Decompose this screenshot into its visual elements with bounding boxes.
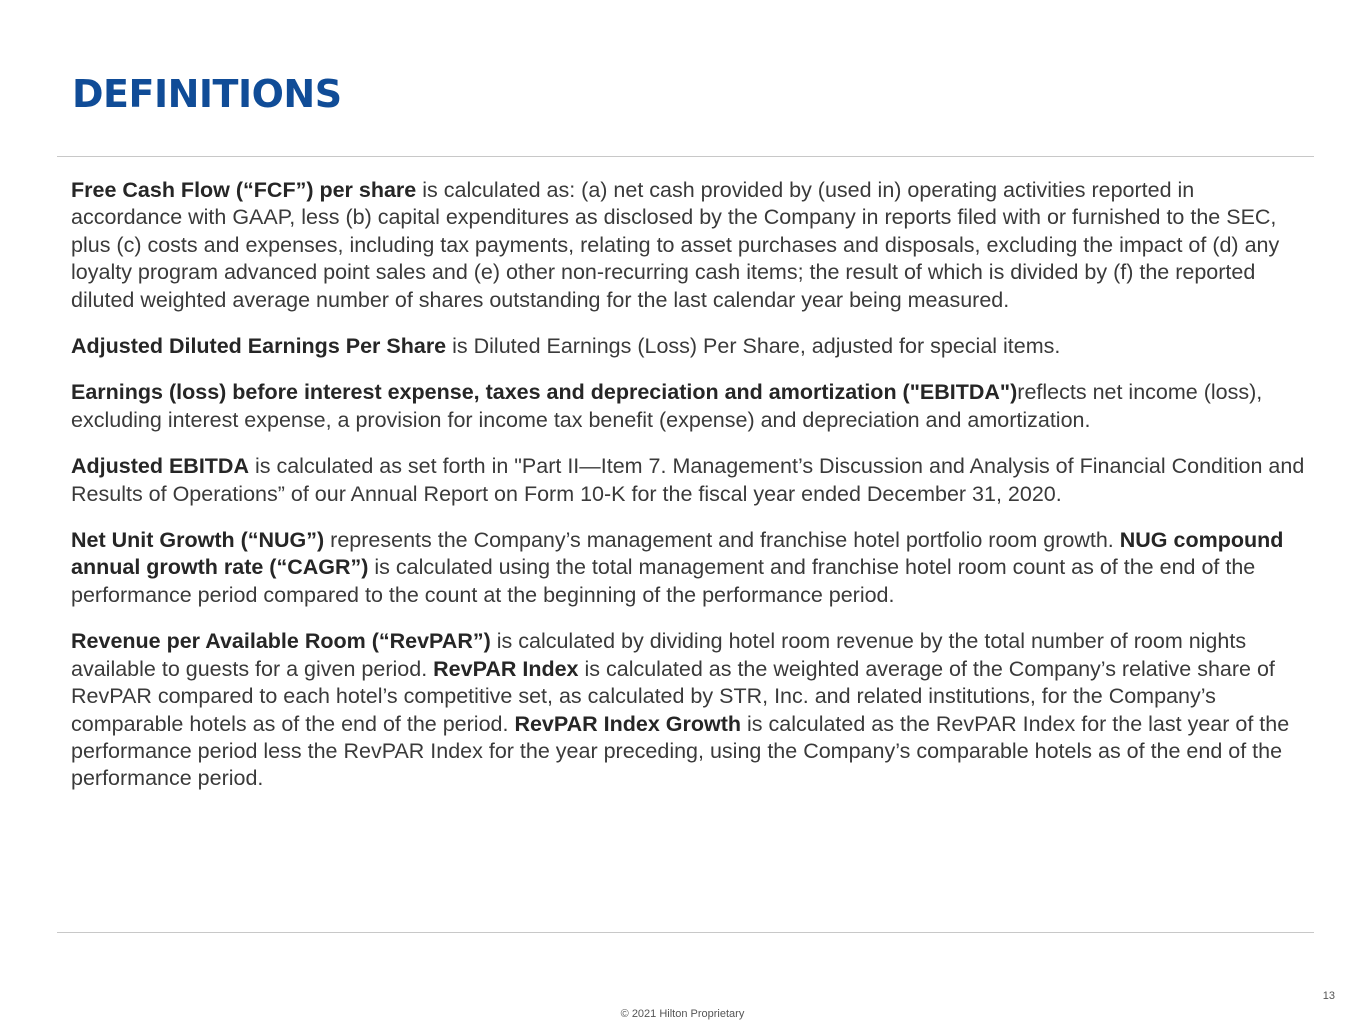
text-adjusted-ebitda: is calculated as set forth in "Part II—Item 7. Management’s Discussion and Analysis of Financial Condition and Results of Operations” of our Annual Report on Form 10-K for the fiscal year ended December 31, 2020. xyxy=(71,454,1305,506)
definition-adjusted-eps xyxy=(71,333,1311,360)
definition-nug xyxy=(71,527,1311,609)
term-revpar: Revenue per Available Room (“RevPAR”) xyxy=(71,629,491,654)
term-ebitda: Earnings (loss) before interest expense, taxes and depreciation and amortization ("EBITDA") xyxy=(71,380,1018,405)
term-adjusted-eps: Adjusted Diluted Earnings Per Share xyxy=(71,334,447,359)
definition-ebitda xyxy=(71,379,1311,434)
page-title: DEFINITIONS xyxy=(72,72,342,116)
text-adjusted-eps: is Diluted Earnings (Loss) Per Share, adjusted for special items. xyxy=(446,334,1061,359)
top-divider xyxy=(57,156,1314,157)
definition-adjusted-ebitda xyxy=(71,453,1311,508)
term-revpar-index: RevPAR Index xyxy=(433,656,579,681)
text-nug: represents the Company’s management and franchise hotel portfolio room growth. xyxy=(324,528,1120,553)
definition-fcf xyxy=(71,177,1311,314)
text-revpar-index: is calculated as the weighted average of the Company’s relative share of RevPAR compared to each hotel’s competitive set, as calculated by STR, Inc. and related institutions, for the Company’s comparable hotels as of the end of the period. xyxy=(71,656,1275,736)
text-fcf: is calculated as: (a) net cash provided by (used in) operating activities reported in accordance with GAAP, less (b) capital expenditures as disclosed by the Company in reports filed with or furnished to the SEC, plus (c) costs and expenses, including tax payments, relating to asset purchases and disposals, excluding the impact of (d) any loyalty program advanced point sales and (e) other non-recurring cash items; the result of which is divided by (f) the reported diluted weighted average number of shares outstanding for the last calendar year being measured. xyxy=(71,178,1280,312)
term-revpar-index-growth: RevPAR Index Growth xyxy=(514,711,742,736)
term-adjusted-ebitda: Adjusted EBITDA xyxy=(71,454,249,479)
page-number: 13 xyxy=(1322,990,1335,1002)
text-revpar-index-growth: is calculated as the RevPAR Index for the last year of the performance period less the RevPAR Index for the year preceding, using the Company’s comparable hotels as of the end of the performance period. xyxy=(71,711,1290,791)
term-nug: Net Unit Growth (“NUG”) xyxy=(71,528,325,553)
bottom-divider xyxy=(57,932,1314,933)
text-revpar: is calculated by dividing hotel room revenue by the total number of room nights available to guests for a given period. xyxy=(71,629,1247,681)
term-fcf: Free Cash Flow (“FCF”) per share xyxy=(71,178,417,202)
definitions-list xyxy=(71,177,1311,812)
term-nug-cagr: NUG compound annual growth rate (“CAGR”) xyxy=(71,528,1284,580)
copyright-footer: © 2021 Hilton Proprietary xyxy=(620,1008,745,1020)
text-ebitda: reflects net income (loss), excluding interest expense, a provision for income tax benefit (expense) and depreciation and amortization. xyxy=(71,380,1263,432)
definition-revpar xyxy=(71,628,1311,792)
text-nug-cagr: is calculated using the total management and franchise hotel room count as of the end of the performance period compared to the count at the beginning of the performance period. xyxy=(71,555,1256,607)
